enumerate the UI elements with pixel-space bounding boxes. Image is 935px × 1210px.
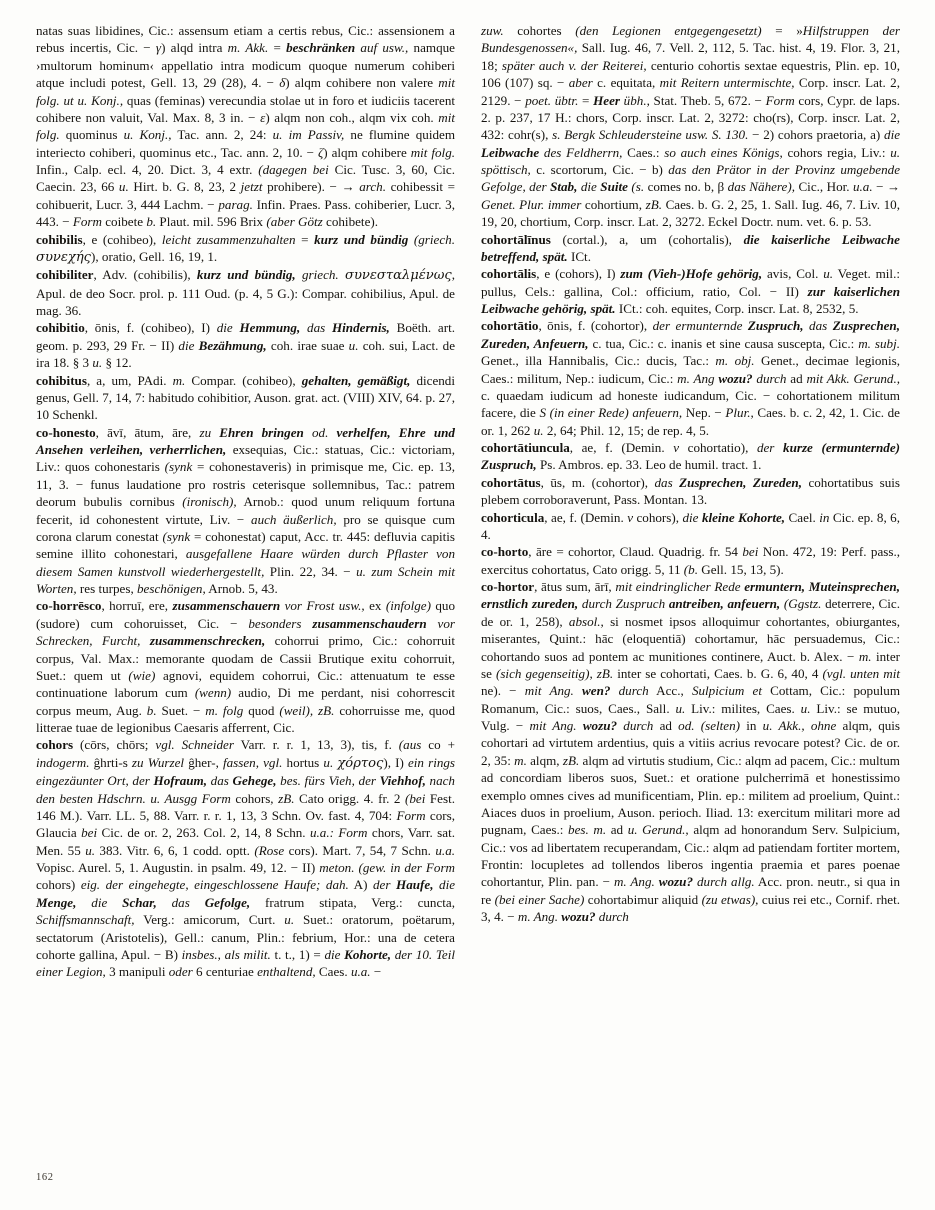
dictionary-entry: co-horrēsco, horruī, ere, zusammenschauern vor Frost usw., ex (infolge) quo (sudore) cum cohoruisset, Cic. − besonders zusammenschaudern vor Schrecken, Furcht, zusammenschrecken, cohorrui primo, Cic.: cohorruit corpus, Val. Max.: memorante quodam de Cassii Brutique exitu cohorruit, Suet.: quem ut (wie) agnovi, equidem cohorrui, Cic.: attenuatum te esse continuatione laborum cum (wenn) audio, Di me perdant, nisi cohorrescit corpus meum, Aug. b. Suet. − m. folg quod (weil), zB. cohorruisse me, quod litterae tuae de legionibus Caesaris afferrent, Cic. [36, 598, 456, 735]
page-number: 162 [36, 1172, 54, 1183]
dictionary-entry: cohortātiuncula, ae, f. (Demin. v cohortatio), der kurze (ermunternde) Zuspruch, Ps. Ambros. ep. 33. Leo de humil. tract. 1. [481, 440, 901, 473]
dictionary-entry: cohortālīnus (cortal.), a, um (cohortalis), die kaiserliche Leibwache betreffend, spät. ICt. [481, 231, 900, 264]
dictionary-entry: cohibilis, e (cohibeo), leicht zusammenzuhalten = kurz und bündig (griech. συνεχής), oratio, Gell. 16, 19, 1. [36, 231, 455, 265]
two-column-text-body [36, 22, 900, 1157]
dictionary-entry: co-honesto, āvī, ātum, āre, zu Ehren bringen od. verhelfen, Ehre und Ansehen verleihen, verherrlichen, exsequias, Cic.: statuas, Cic.: victoriam, Liv.: quos cohonestaris (synk = cohonestaveris) in primisque me, Cic. ep. 13, 11, 3. − funus laudatione pro rostris ceterisque sollemnibus, Tac.: patrem deorum bubulis cornibus (ironisch), Arnob.: quod unum reliquum fortuna fecerit, id cohonestent virtute, Liv. − auch äußerlich, pro se quisque cum corona clarum conestat (synk = cohonestat) caput, Acc. tr. 445: defluvia capitis semine illito cohonestari, ausgefallene Haare würden durch Pflaster von diesem Samen kunstvoll wiederhergestellt, Plin. 22, 34. − u. zum Schein mit Worten, res turpes, beschönigen, Arnob. 5, 43. [36, 424, 456, 596]
dictionary-entry: cohibitio, ōnis, f. (cohibeo), I) die Hemmung, das Hindernis, Boëth. art. geom. p. 293, 29 Fr. − II) die Bezähmung, coh. irae suae u. coh. sui, Lact. de ira 18. § 3 u. § 12. [36, 320, 456, 371]
left-text-column [36, 22, 455, 1157]
dictionary-entry: cohortālis, e (cohors), I) zum (Vieh-)Hofe gehörig, avis, Col. u. Veget. mil.: pullus, Cels.: gallina, Col.: officium, ratio, Col. − II) zur kaiserlichen Leibwache gehörig, spät. ICt.: coh. equites, Corp. inscr. Lat. 8, 2532, 5. [481, 266, 901, 316]
entry-continuation: natas suas libidines, Cic.: assensum etiam a certis rebus, Cic.: assensionem a rebus incertis, Cic. − γ) alqd intra m. Akk. = beschränken auf usw., namque ›multorum hominum‹ appellatio intra modicum quoque numerum cohiberi atque includi potest, Gell. 13, 29 (28), 4. − δ) alqm cohibere non valere mit folg. ut u. Konj., quas (feminas) verecundia stolae ut in foro et iudiciis tacerent cohibere non valuit, Val. Max. 8, 3 in. − ε) alqm non coh., alqm vix coh. mit folg. quominus u. Konj., Tac. ann. 2, 24: u. im Passiv, ne flumine quidem interiecto cohiberi, quominus etc., Tac. ann. 2, 10. − ζ) alqm cohibere mit folg. Infin., Calp. ecl. 4, 20. Dict. 3, 4 extr. (dagegen bei Cic. Tusc. 3, 60, Cic. Caecin. 23, 66 u. Hirt. b. G. 8, 23, 2 jetzt prohibere). − → arch. cohibessit = cohibuerit, Lucr. 3, 444 Lachm. − parag. Infin. Praes. Pass. cohiberier, Lucr. 3, 443. − Form coibete b. Plaut. mil. 596 Brix (aber Götz cohibete). [36, 23, 456, 230]
dictionary-entry: co-horto, āre = cohortor, Claud. Quadrig. fr. 54 bei Non. 472, 19: Perf. pass., exercitus cohortatus, Cato origg. 5, 11 (b. Gell. 15, 13, 5). [481, 544, 901, 577]
dictionary-entry: cohors (cōrs, chōrs; vgl. Schneider Varr. r. r. 1, 13, 3), tis, f. (aus co + indogerm. ĝhrti-s zu Wurzel ĝher-, fassen, vgl. hortus u. χόρτος), I) ein rings eingezäunter Ort, der Hofraum, das Gehege, bes. fürs Vieh, der Viehhof, nach den besten Hdschrn. u. Ausgg Form cohors, zB. Cato origg. 4. fr. 2 (bei Fest. 146 M.). Varr. LL. 5, 88. Varr. r. r. 1, 13, 3 Schn. Ov. fast. 4, 704: Form cors, Glaucia bei Cic. de or. 2, 263. Col. 2, 14, 8 Schn. u.a.: Form chors, Varr. sat. Men. 55 u. 383. Vitr. 6, 6, 1 codd. optt. (Rose cors). Mart. 7, 54, 7 Schn. u.a. Vopisc. Aurel. 5, 1. Augustin. in psalm. 49, 12. − II) meton. (gew. in der Form cohors) eig. der eingehegte, eingeschlossene Haufe; dah. A) der Haufe, die Menge, die Schar, das Gefolge, fratrum stipata, Verg.: cuncta, Schiffsmannschaft, Verg.: amicorum, Curt. u. Suet.: oratorum, poëtarum, sectatorum (Aristotelis), Gell.: canum, Plin.: febrium, Hor.: una de cetera cohorte gallina, Apul. − B) insbes., als milit. t. t., 1) = die Kohorte, der 10. Teil einer Legion, 3 manipuli oder 6 centuriae enthaltend, Caes. u.a. − [36, 737, 456, 980]
right-text-column [481, 22, 900, 1157]
dictionary-entry: cohortātus, ūs, m. (cohortor), das Zusprechen, Zureden, cohortatibus suis plebem corroboraverunt, Pass. Montan. 13. [481, 474, 900, 508]
entry-continuation: zuw. cohortes (den Legionen entgegengesetzt) = »Hilfstruppen der Bundesgenossen«, Sall. Iug. 46, 7. Vell. 2, 112, 5. Tac. hist. 4, 19. Flor. 3, 21, 18; später auch v. der Reiterei, centurio cohortis sextae equestris, Plin. ep. 10, 106 (107) sq. − aber c. equitata, mit Reitern untermischte, Corp. inscr. Lat. 2, 2129. − poet. übtr. = Heer übh., Stat. Theb. 5, 672. − Form cors, Cypr. de laps. 2. p. 237, 17 H.: chors, Corp. inscr. Lat. 2, 3272: cho(rs), Corp. inscr. Lat. 2, 432: cohr(s), s. Bergk Schleudersteine usw. S. 130. − 2) cohors praetoria, a) die Leibwache des Feldherrn, Caes.: so auch eines Königs, cohors regia, Liv.: u. spöttisch, c. scortorum, Cic. − b) das den Prätor in der Provinz umgebende Gefolge, der Stab, die Suite (s. comes no. b, β das Nähere), Cic., Hor. u.a. − → Genet. Plur. immer cohortium, zB. Caes. b. G. 2, 25, 1. Sall. Iug. 46, 7. Liv. 10, 19, 20, chortium, Corp. inscr. Lat. 2, 3272. Eckel Doctr. num. vet. 6. p. 53. [481, 23, 901, 230]
dictionary-entry: cohibiliter, Adv. (cohibilis), kurz und bündig, griech. συνεσταλμένως, Apul. de deo Socr. prol. p. 111 Oud. (p. 4, 5 G.): Compar. cohibilius, Apul. de mag. 36. [36, 267, 455, 318]
dictionary-entry: cohorticula, ae, f. (Demin. v cohors), die kleine Kohorte, Cael. in Cic. ep. 8, 6, 4. [481, 509, 900, 542]
dictionary-entry: co-hortor, ātus sum, ārī, mit eindringlicher Rede ermuntern, Muteinsprechen, ernstlich zureden, durch Zuspruch antreiben, anfeuern, (Ggstz. deterrere, Cic. de or. 1, 258), absol., si nosmet ipsos alloquimur cohortantes, obiurgantes, miserantes, Quint.: hāc (eloquentiā) cohortamur, hāc persuademus, Cic.: cohortando suos ad pontem ac munitiones continere, Auct. b. Alex. − m. inter se (sich gegenseitig), zB. inter se cohortati, Caes. b. G. 6, 40, 4 (vgl. unten mit ne). − mit Ang. wen? durch Acc., Sulpicium et Cottam, Cic.: populum Romanum, Cic.: suos, Caes., Sall. u. Liv.: milites, Caes. u. Liv.: se mutuo, Vulg. − mit Ang. wozu? durch ad od. (selten) in u. Akk., ohne alqm, quis cohortari ad virtutem ardentius, quis a vitiis acrius revocare potest? Cic. de or. 2, 35: m. alqm, zB. alqm ad virtutis studium, Cic.: alqm ad pacem, Cic.: multum ad concordiam liberos suos, Suet.: et oratione pulcherrimā et honestissimo exemplo omnes cives ad munificentiam, Plin. ep.: militem ad proelium, Quint.: Aiaces duos in proelium, Auson. perioch. Iliad. 13: exercitum militari more ad pugnam, Caes.: bes. m. ad u. Gerund., alqm ad honorandum Serv. Sulpicium, Cic.: vos ad libertatem recuperandam, Cic.: alqm ad patiendam fortiter mortem, Frontin: locupletes ad tollendos liberos ingentia praemia et pares poenae cohortantur, Plin. pan. − m. Ang. wozu? durch allg. Acc. pron. neutr., si qua in re (bei einer Sache) cohortabimur aliquid (zu etwas), cuius rei etc., Cornif. rhet. 3, 4. − m. Ang. wozu? durch [481, 579, 901, 925]
dictionary-entry: cohortātio, ōnis, f. (cohortor), der ermunternde Zuspruch, das Zusprechen, Zureden, Anfeuern, c. tua, Cic.: c. inanis et sine causa suscepta, Cic.: m. subj. Genet., illa Hannibalis, Cic.: ducis, Tac.: m. obj. Genet., decimae legionis, Caes.: militum, Nep.: iudicum, Cic.: m. Ang wozu? durch ad mit Akk. Gerund., c. quaedam iudicum ad honeste iudicandum, Cic. − cohortationem militum facere, die S (in einer Rede) anfeuern, Nep. − Plur., Caes. b. c. 2, 42, 1. Cic. de or. 1, 262 u. 2, 64; Phil. 12, 15; de rep. 4, 5. [481, 318, 901, 438]
dictionary-entry: cohibitus, a, um, PAdi. m. Compar. (cohibeo), gehalten, gemäßigt, dicendi genus, Gell. 7, 14, 7: habitudo cohibitior, Auson. grat. act. (VIII) XIV, 64. p. 27, 10 Schenkl. [36, 372, 455, 423]
